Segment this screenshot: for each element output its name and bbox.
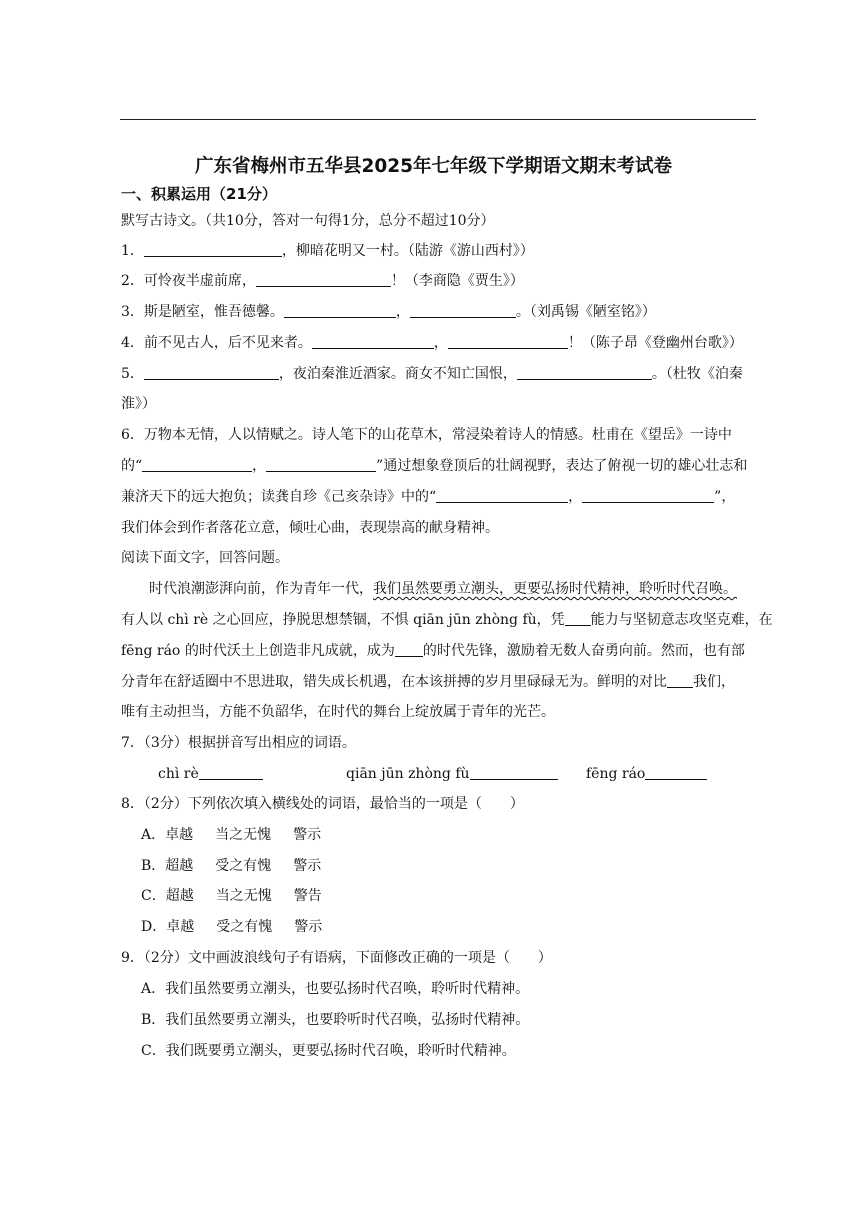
passage-line3: fēng ráo 的时代沃土上创造非凡成就，成为 的时代先锋，激励着无数人奋勇向前。然而，也有部 (121, 643, 745, 659)
header-rule (120, 119, 756, 120)
pinyin-item-3: fēng ráo (586, 764, 707, 784)
answer-blank[interactable] (470, 765, 558, 780)
passage-blank[interactable] (395, 642, 423, 657)
answer-blank[interactable] (144, 242, 282, 257)
question-7: 7．（3分）根据拼音写出相应的词语。 (121, 735, 356, 751)
section-instruction: 默写古诗文。（共10分，答对一句得1分，总分不超过10分） (121, 213, 495, 229)
q8-option-b[interactable]: B．超越 受之有愧 警示 (141, 858, 322, 874)
answer-blank[interactable] (517, 365, 652, 380)
answer-blank[interactable] (436, 488, 568, 503)
answer-blank[interactable] (582, 488, 714, 503)
question-5-cont: 淮》） (121, 396, 156, 412)
q8-option-d[interactable]: D．卓越 受之有愧 警示 (141, 919, 323, 935)
answer-blank[interactable] (199, 765, 263, 780)
passage-blank[interactable] (667, 673, 693, 688)
answer-blank[interactable] (448, 334, 568, 349)
exam-title: 广东省梅州市五华县2025年七年级下学期语文期末考试卷 (195, 156, 672, 177)
question-2: 2．可怜夜半虚前席， ！（李商隐《贾生》） (121, 273, 524, 289)
passage-line5: 唯有主动担当，方能不负韶华，在时代的舞台上绽放属于青年的光芒。 (121, 704, 555, 720)
q8-option-c[interactable]: C．超越 当之无愧 警告 (141, 888, 322, 904)
wavy-sentence: 我们虽然要勇立潮头，更要弘扬时代精神，聆听时代召唤。 (373, 581, 737, 597)
q9-option-a[interactable]: A．我们虽然要勇立潮头，也要弘扬时代召唤，聆听时代精神。 (141, 981, 530, 997)
question-1: 1． ，柳暗花明又一村。（陆游《游山西村》） (121, 243, 534, 259)
answer-blank[interactable] (410, 303, 516, 318)
answer-blank[interactable] (266, 457, 376, 472)
question-6-line4: 我们体会到作者落花立意，倾吐心曲，表现崇高的献身精神。 (121, 520, 499, 536)
passage-line4: 分青年在舒适圈中不思进取，错失成长机遇，在本该拼搏的岁月里碌碌无为。鲜明的对比 我们， (121, 674, 735, 690)
section-heading: 一、积累运用（21分） (121, 185, 277, 203)
question-3: 3．斯是陋室，惟吾德馨。 ， 。（刘禹锡《陋室铭》） (121, 304, 656, 320)
answer-blank[interactable] (312, 334, 434, 349)
answer-blank[interactable] (645, 765, 707, 780)
answer-blank[interactable] (142, 457, 252, 472)
question-6-line3: 兼济天下的远大抱负；读龚自珍《己亥杂诗》中的“ ， ”， (121, 489, 736, 505)
question-5: 5． ，夜泊秦淮近酒家。商女不知亡国恨， 。（杜牧《泊秦 (121, 366, 743, 382)
question-6-line2: 的“ ， ”通过想象登顶后的壮阔视野，表达了俯视一切的雄心壮志和 (121, 458, 748, 474)
question-8: 8．（2分）下列依次填入横线处的词语，最恰当的一项是（ ） (121, 796, 524, 812)
answer-blank[interactable] (284, 303, 396, 318)
question-9: 9．（2分）文中画波浪线句子有语病，下面修改正确的一项是（ ） (121, 950, 552, 966)
q9-option-c[interactable]: C．我们既要勇立潮头，更要弘扬时代召唤，聆听时代精神。 (141, 1043, 516, 1059)
q9-option-b[interactable]: B．我们虽然要勇立潮头，也要聆听时代召唤，弘扬时代精神。 (141, 1012, 530, 1028)
passage-line2: 有人以 chì rè 之心回应，挣脱思想禁锢，不惧 qiān jūn zhòng fù，凭 能力与坚韧意志攻坚克难，在 (121, 612, 773, 628)
pinyin-item-2: qiān jūn zhòng fù (346, 764, 558, 784)
answer-blank[interactable] (256, 272, 391, 287)
answer-blank[interactable] (144, 365, 279, 380)
q8-option-a[interactable]: A．卓越 当之无愧 警示 (141, 827, 322, 843)
question-6-line1: 6．万物本无情，人以情赋之。诗人笔下的山花草木，常浸染着诗人的情感。杜甫在《望岳》一诗中 (121, 427, 732, 443)
question-4: 4．前不见古人，后不见来者。 ， ！（陈子昂《登幽州台歌》） (121, 335, 743, 351)
reading-intro: 阅读下面文字，回答问题。 (121, 550, 289, 566)
passage-line1: 时代浪潮澎湃向前，作为青年一代，我们虽然要勇立潮头，更要弘扬时代精神，聆听时代召唤。 (149, 581, 737, 597)
passage-blank[interactable] (565, 611, 591, 626)
pinyin-item-1: chì rè (158, 764, 263, 784)
